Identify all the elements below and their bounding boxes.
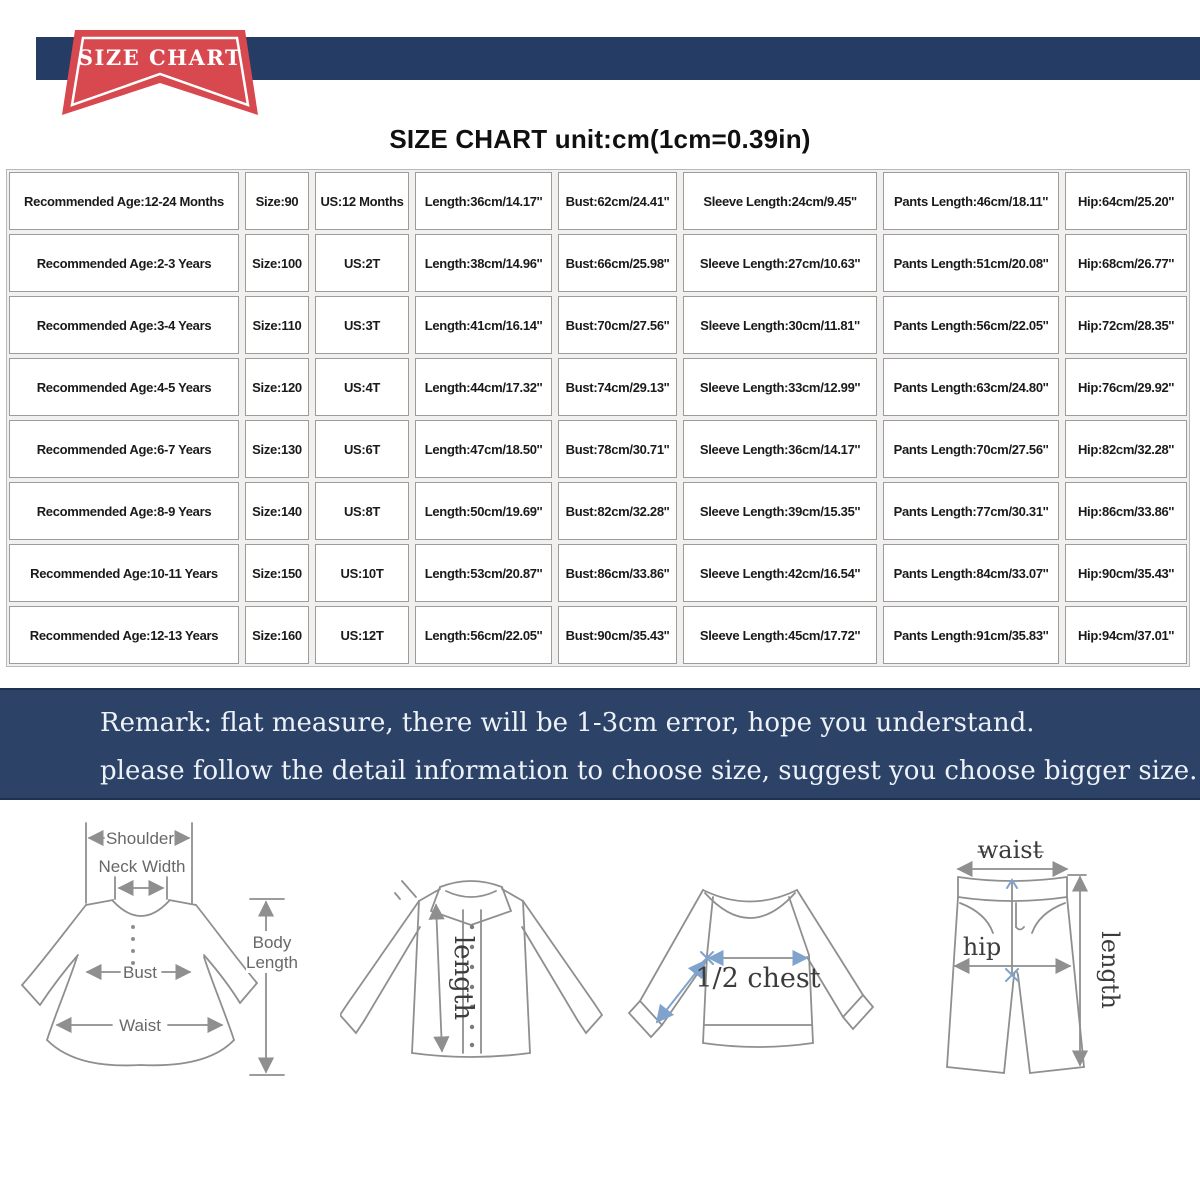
remark-line-2: please follow the detail information to choose size, suggest you choose bigger size. [100,756,1198,786]
remark-banner [0,688,1200,800]
table-cell-hip: Hip:64cm/25.20'' [1065,172,1187,230]
table-cell-size: Size:160 [245,606,309,664]
table-cell-hip: Hip:86cm/33.86'' [1065,482,1187,540]
sweater-half-chest-label: 1/2 chest [695,963,821,994]
table-cell-hip: Hip:94cm/37.01'' [1065,606,1187,664]
table-cell-age: Recommended Age:4-5 Years [9,358,239,416]
table-cell-length: Length:44cm/17.32'' [415,358,552,416]
table-cell-hip: Hip:76cm/29.92'' [1065,358,1187,416]
table-cell-age: Recommended Age:10-11 Years [9,544,239,602]
table-cell-pants: Pants Length:77cm/30.31'' [883,482,1059,540]
table-cell-bust: Bust:82cm/32.28'' [558,482,677,540]
table-cell-length: Length:47cm/18.50'' [415,420,552,478]
table-cell-bust: Bust:62cm/24.41'' [558,172,677,230]
page-title: SIZE CHART unit:cm(1cm=0.39in) [389,124,811,154]
pants-length-label: length [1096,931,1124,1009]
pants-waist-label: waist [977,836,1043,864]
dress-shoulder-label: Shoulder [105,829,175,848]
table-cell-us: US:8T [315,482,409,540]
table-cell-age: Recommended Age:6-7 Years [9,420,239,478]
table-cell-length: Length:36cm/14.17'' [415,172,552,230]
table-cell-pants: Pants Length:51cm/20.08'' [883,234,1059,292]
table-cell-pants: Pants Length:84cm/33.07'' [883,544,1059,602]
table-cell-bust: Bust:90cm/35.43'' [558,606,677,664]
sweater-measure-diagram [615,855,915,1095]
shirt-length-label: length [448,935,478,1021]
table-cell-bust: Bust:66cm/25.98'' [558,234,677,292]
table-cell-us: US:12 Months [315,172,409,230]
table-cell-sleeve: Sleeve Length:45cm/17.72'' [683,606,877,664]
table-cell-length: Length:53cm/20.87'' [415,544,552,602]
table-cell-sleeve: Sleeve Length:27cm/10.63'' [683,234,877,292]
remark-line-1: Remark: flat measure, there will be 1-3cm error, hope you understand. [100,708,1035,738]
table-cell-size: Size:120 [245,358,309,416]
shirt-measure-diagram [340,855,640,1105]
ribbon-label: SIZE CHART [77,45,243,70]
table-cell-size: Size:130 [245,420,309,478]
table-cell-pants: Pants Length:70cm/27.56'' [883,420,1059,478]
table-cell-size: Size:150 [245,544,309,602]
table-cell-bust: Bust:70cm/27.56'' [558,296,677,354]
pants-hip-label: hip [962,933,1002,961]
table-cell-hip: Hip:68cm/26.77'' [1065,234,1187,292]
table-cell-hip: Hip:82cm/32.28'' [1065,420,1187,478]
table-cell-age: Recommended Age:3-4 Years [9,296,239,354]
table-cell-length: Length:41cm/16.14'' [415,296,552,354]
table-cell-us: US:12T [315,606,409,664]
table-cell-bust: Bust:78cm/30.71'' [558,420,677,478]
dress-neck-width-label: Neck Width [98,857,186,876]
dress-body-length-label-1: Body [252,933,292,952]
table-cell-pants: Pants Length:46cm/18.11'' [883,172,1059,230]
table-cell-pants: Pants Length:56cm/22.05'' [883,296,1059,354]
table-cell-pants: Pants Length:91cm/35.83'' [883,606,1059,664]
table-cell-size: Size:110 [245,296,309,354]
dress-body-length-label-2: Length [246,953,298,972]
table-cell-age: Recommended Age:12-24 Months [9,172,239,230]
table-cell-age: Recommended Age:12-13 Years [9,606,239,664]
table-cell-hip: Hip:90cm/35.43'' [1065,544,1187,602]
size-chart-ribbon-icon [60,28,260,120]
table-cell-us: US:6T [315,420,409,478]
table-cell-us: US:4T [315,358,409,416]
table-cell-length: Length:56cm/22.05'' [415,606,552,664]
table-cell-bust: Bust:74cm/29.13'' [558,358,677,416]
table-cell-age: Recommended Age:2-3 Years [9,234,239,292]
dress-bust-label: Bust [122,963,158,982]
table-cell-length: Length:38cm/14.96'' [415,234,552,292]
table-cell-sleeve: Sleeve Length:33cm/12.99'' [683,358,877,416]
table-cell-size: Size:140 [245,482,309,540]
table-cell-age: Recommended Age:8-9 Years [9,482,239,540]
table-cell-sleeve: Sleeve Length:36cm/14.17'' [683,420,877,478]
table-cell-sleeve: Sleeve Length:42cm/16.54'' [683,544,877,602]
table-cell-sleeve: Sleeve Length:24cm/9.45'' [683,172,877,230]
dress-measure-diagram [10,815,310,1110]
table-cell-size: Size:90 [245,172,309,230]
dress-waist-label: Waist [119,1016,161,1035]
table-cell-us: US:2T [315,234,409,292]
table-cell-us: US:10T [315,544,409,602]
table-cell-size: Size:100 [245,234,309,292]
table-cell-hip: Hip:72cm/28.35'' [1065,296,1187,354]
table-cell-bust: Bust:86cm/33.86'' [558,544,677,602]
pants-measure-diagram [930,835,1195,1100]
size-table-grid [6,169,1190,667]
table-cell-length: Length:50cm/19.69'' [415,482,552,540]
table-cell-pants: Pants Length:63cm/24.80'' [883,358,1059,416]
table-cell-sleeve: Sleeve Length:39cm/15.35'' [683,482,877,540]
table-cell-us: US:3T [315,296,409,354]
table-cell-sleeve: Sleeve Length:30cm/11.81'' [683,296,877,354]
